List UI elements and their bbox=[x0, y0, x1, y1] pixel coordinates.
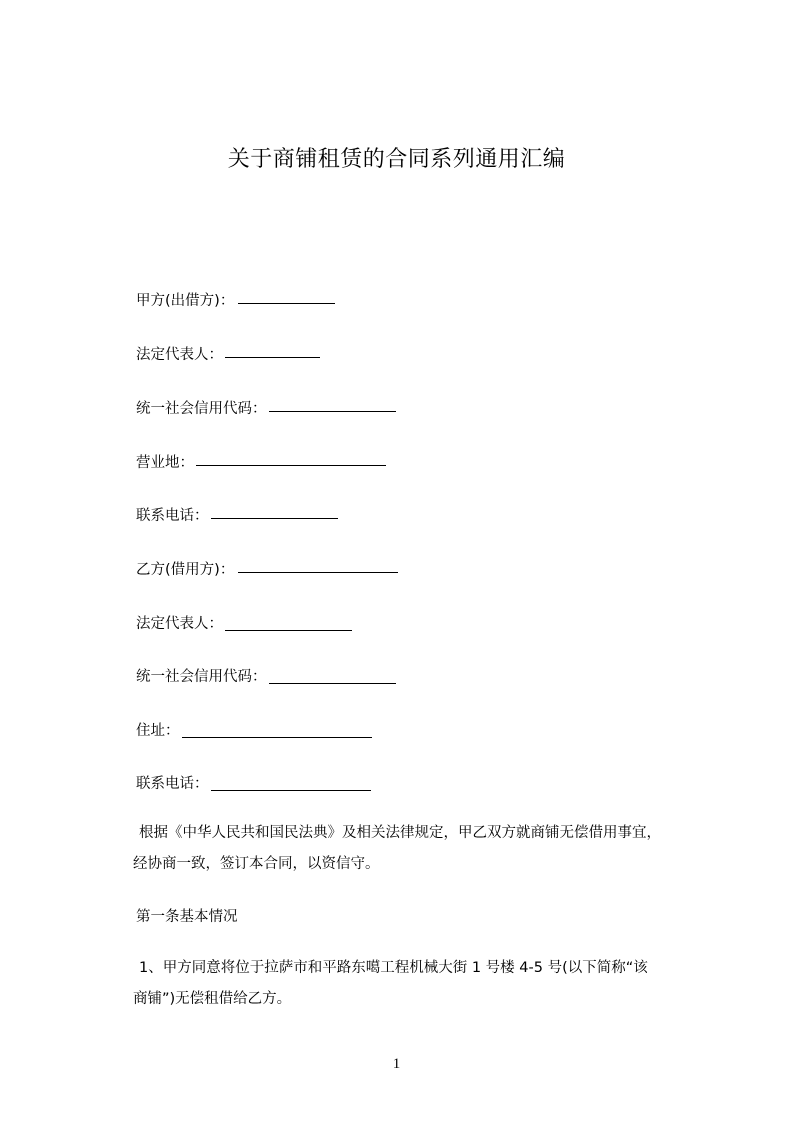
party-b-phone-blank[interactable] bbox=[211, 790, 371, 791]
party-a-business-address-label: 营业地： bbox=[136, 455, 194, 471]
party-b-field bbox=[136, 557, 398, 579]
party-b-credit-code-label: 统一社会信用代码： bbox=[136, 669, 267, 685]
party-a-label: 甲方(出借方)： bbox=[136, 293, 235, 309]
party-a-phone-label: 联系电话： bbox=[136, 508, 209, 524]
party-a-phone-blank[interactable] bbox=[211, 518, 338, 519]
party-b-representative-field bbox=[136, 611, 352, 633]
party-b-credit-code-blank[interactable] bbox=[269, 683, 396, 684]
article-1-heading: 第一条基本情况 bbox=[136, 909, 238, 925]
party-a-representative-label: 法定代表人： bbox=[136, 347, 223, 363]
preamble-paragraph bbox=[133, 818, 720, 880]
party-b-address-label: 住址： bbox=[136, 723, 180, 739]
party-a-credit-code-label: 统一社会信用代码： bbox=[136, 401, 267, 417]
party-b-credit-code-field bbox=[136, 664, 396, 686]
party-a-representative-field bbox=[136, 342, 320, 364]
party-b-representative-blank[interactable] bbox=[225, 630, 352, 631]
party-a-field bbox=[136, 288, 335, 310]
party-a-credit-code-blank[interactable] bbox=[269, 411, 396, 412]
party-b-phone-label: 联系电话： bbox=[136, 776, 209, 792]
page-number: 1 bbox=[392, 1056, 401, 1072]
preamble-line-1: 根据《中华人民共和国民法典》及相关法律规定，甲乙双方就商铺无偿借用事宜， bbox=[139, 825, 661, 841]
preamble-line-2: 经协商一致，签订本合同，以资信守。 bbox=[133, 856, 380, 872]
party-a-business-address-blank[interactable] bbox=[196, 465, 386, 466]
article-1-item-1-line-1: 1、甲方同意将位于拉萨市和平路东噶工程机械大街 1 号楼 4-5 号(以下简称“该 bbox=[139, 960, 648, 976]
party-b-representative-label: 法定代表人： bbox=[136, 616, 223, 632]
document-title: 关于商铺租赁的合同系列通用汇编 bbox=[227, 147, 566, 172]
party-b-address-blank[interactable] bbox=[182, 737, 372, 738]
party-a-representative-blank[interactable] bbox=[225, 357, 320, 358]
party-a-credit-code-field bbox=[136, 396, 396, 418]
party-b-address-field bbox=[136, 718, 372, 740]
party-a-blank[interactable] bbox=[238, 303, 335, 304]
party-a-business-address-field bbox=[136, 450, 386, 472]
party-b-phone-field bbox=[136, 771, 371, 793]
party-b-label: 乙方(借用方)： bbox=[136, 562, 235, 578]
party-a-phone-field bbox=[136, 503, 338, 525]
article-1-item-1-line-2: 商铺”)无偿租借给乙方。 bbox=[133, 991, 292, 1007]
party-b-blank[interactable] bbox=[238, 572, 398, 573]
article-1-item-1 bbox=[133, 953, 720, 1015]
